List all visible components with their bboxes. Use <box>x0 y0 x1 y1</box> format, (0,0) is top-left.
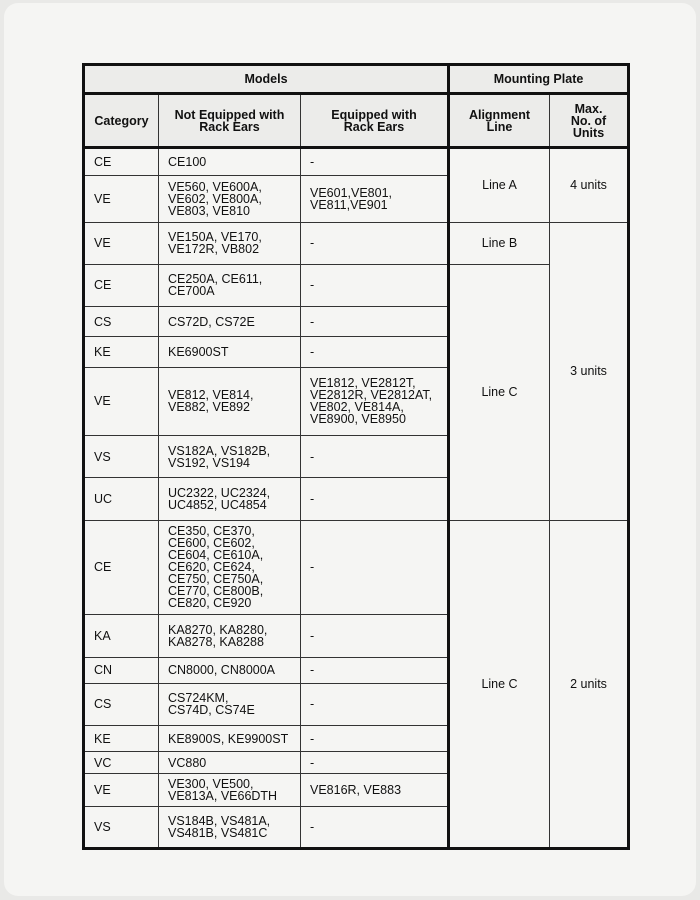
row-not-equipped: CS72D, CS72E <box>159 307 301 337</box>
row-not-equipped: VS182A, VS182B, VS192, VS194 <box>159 436 301 478</box>
row-category: VC <box>84 752 159 774</box>
row-equipped: - <box>301 683 449 725</box>
row-category: UC <box>84 478 159 520</box>
row-category: CE <box>84 148 159 176</box>
row-not-equipped: CE350, CE370, CE600, CE602, CE604, CE610A, CE620, CE624, CE750, CE750A, CE770, CE800B, CE820, CE920 <box>159 520 301 615</box>
row-category: KE <box>84 726 159 752</box>
models-header: Models <box>84 65 449 94</box>
alignment-line-cell: Line B <box>449 222 550 264</box>
row-not-equipped: CE250A, CE611, CE700A <box>159 264 301 306</box>
row-equipped: VE601,VE801, VE811,VE901 <box>301 176 449 222</box>
row-not-equipped: VE300, VE500, VE813A, VE66DTH <box>159 774 301 806</box>
row-not-equipped: CN8000, CN8000A <box>159 657 301 683</box>
max-units-cell: 4 units <box>550 148 629 223</box>
row-not-equipped: VE150A, VE170, VE172R, VB802 <box>159 222 301 264</box>
row-equipped: - <box>301 520 449 615</box>
row-category: CE <box>84 520 159 615</box>
row-equipped: - <box>301 337 449 367</box>
row-category: VE <box>84 367 159 435</box>
row-not-equipped: VE812, VE814, VE882, VE892 <box>159 367 301 435</box>
row-not-equipped: CE100 <box>159 148 301 176</box>
row-equipped: - <box>301 806 449 848</box>
row-equipped: VE1812, VE2812T, VE2812R, VE2812AT, VE802, VE814A, VE8900, VE8950 <box>301 367 449 435</box>
row-equipped: - <box>301 726 449 752</box>
row-category: CN <box>84 657 159 683</box>
row-not-equipped: VS184B, VS481A, VS481B, VS481C <box>159 806 301 848</box>
row-equipped: - <box>301 148 449 176</box>
row-equipped: - <box>301 436 449 478</box>
row-equipped: VE816R, VE883 <box>301 774 449 806</box>
row-category: VE <box>84 176 159 222</box>
max-units-cell: 2 units <box>550 520 629 848</box>
not-equipped-header: Not Equipped with Rack Ears <box>159 94 301 148</box>
row-category: CS <box>84 307 159 337</box>
row-not-equipped: KE8900S, KE9900ST <box>159 726 301 752</box>
row-category: VS <box>84 436 159 478</box>
row-category: CS <box>84 683 159 725</box>
row-not-equipped: VC880 <box>159 752 301 774</box>
max-units-header: Max. No. of Units <box>550 94 629 148</box>
row-not-equipped: CS724KM, CS74D, CS74E <box>159 683 301 725</box>
alignment-line-cell: Line C <box>449 520 550 848</box>
alignment-line-header: Alignment Line <box>449 94 550 148</box>
alignment-line-cell: Line C <box>449 264 550 520</box>
row-equipped: - <box>301 615 449 657</box>
row-category: VS <box>84 806 159 848</box>
row-category: VE <box>84 222 159 264</box>
equipped-header: Equipped with Rack Ears <box>301 94 449 148</box>
row-category: CE <box>84 264 159 306</box>
row-equipped: - <box>301 752 449 774</box>
row-equipped: - <box>301 264 449 306</box>
document-page <box>4 3 696 896</box>
row-not-equipped: VE560, VE600A, VE602, VE800A, VE803, VE810 <box>159 176 301 222</box>
row-not-equipped: UC2322, UC2324, UC4852, UC4854 <box>159 478 301 520</box>
alignment-line-cell: Line A <box>449 148 550 223</box>
row-equipped: - <box>301 478 449 520</box>
row-category: KA <box>84 615 159 657</box>
max-units-cell: 3 units <box>550 222 629 520</box>
category-header: Category <box>84 94 159 148</box>
row-category: VE <box>84 774 159 806</box>
row-equipped: - <box>301 307 449 337</box>
row-category: KE <box>84 337 159 367</box>
row-not-equipped: KA8270, KA8280, KA8278, KA8288 <box>159 615 301 657</box>
mounting-compatibility-table <box>82 63 630 850</box>
row-not-equipped: KE6900ST <box>159 337 301 367</box>
mounting-plate-header: Mounting Plate <box>449 65 629 94</box>
row-equipped: - <box>301 657 449 683</box>
row-equipped: - <box>301 222 449 264</box>
